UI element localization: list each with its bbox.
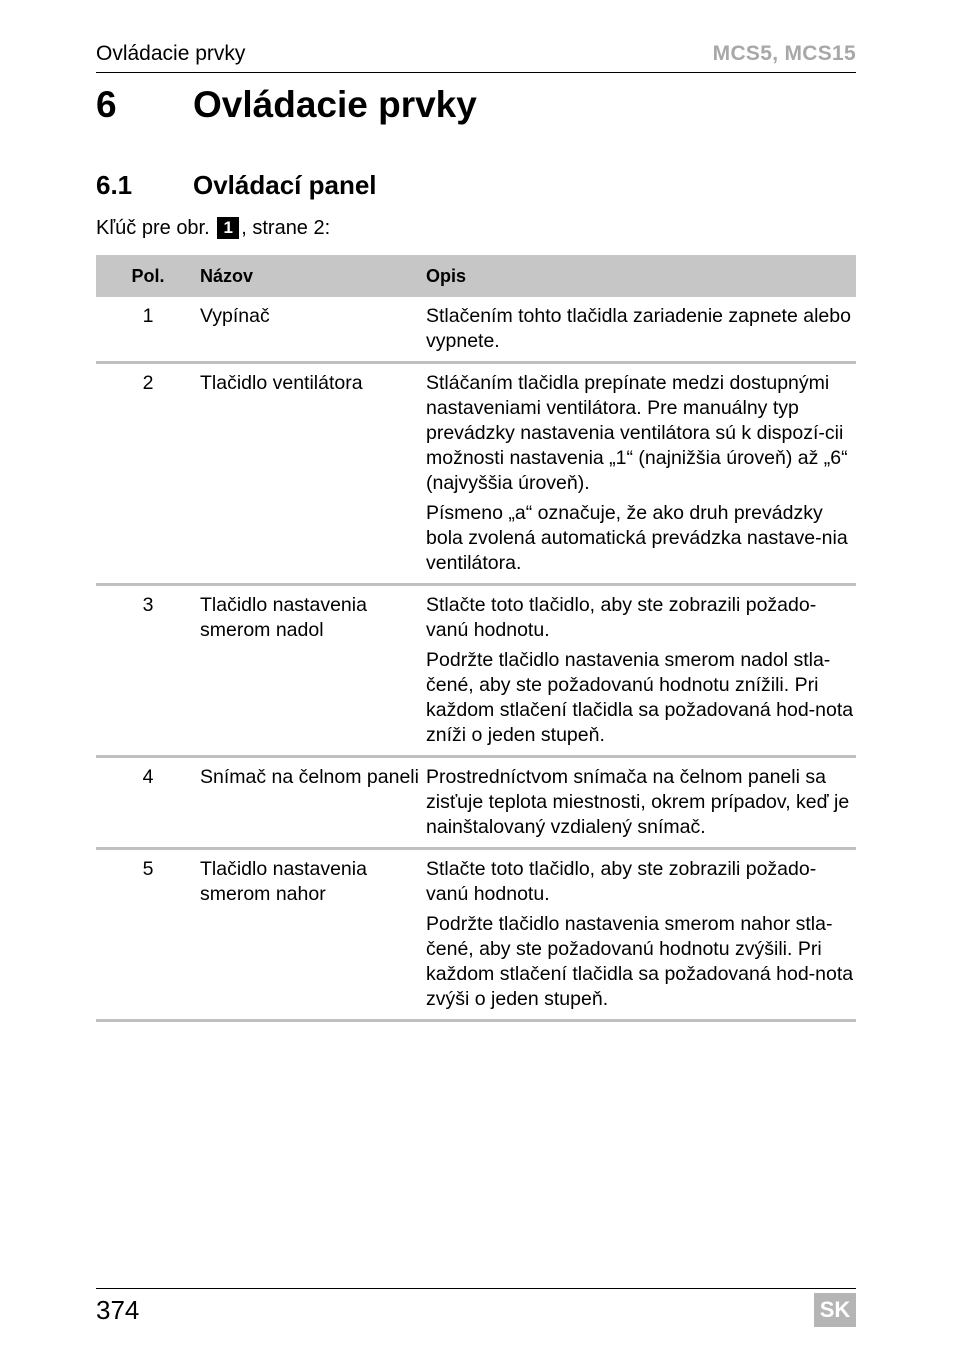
row-nazov: Snímač na čelnom paneli [200,757,426,849]
row-pol: 1 [96,297,200,363]
opis-paragraph: Stlačte toto tlačidlo, aby ste zobrazili požado-vanú hodnotu. [426,594,817,641]
row-opis [426,585,856,757]
row-pol: 4 [96,757,200,849]
table-row [96,297,856,363]
row-nazov: Tlačidlo nastavenia smerom nahor [200,849,426,1021]
row-pol: 5 [96,849,200,1021]
header-opis: Opis [426,255,856,297]
row-opis [426,363,856,585]
row-pol: 3 [96,585,200,757]
opis-paragraph: Stlačením tohto tlačidla zariadenie zapnete alebo vypnete. [426,305,851,352]
page-number: 374 [96,1295,140,1325]
opis-paragraph: Stlačte toto tlačidlo, aby ste zobrazili požado-vanú hodnotu. [426,858,817,905]
figure-key-line [96,217,330,240]
row-nazov: Tlačidlo ventilátora [200,363,426,585]
row-nazov: Tlačidlo nastavenia smerom nadol [200,585,426,757]
table-row [96,849,856,1021]
header-section-title: Ovládacie prvky [96,42,246,65]
chapter-title: Ovládacie prvky [193,84,477,125]
row-opis [426,757,856,849]
language-badge: SK [814,1293,856,1327]
table-row [96,363,856,585]
controls-table [96,255,856,1022]
section-number: 6.1 [96,170,133,200]
key-prefix: Kľúč pre obr. [96,217,210,239]
row-opis [426,297,856,363]
page-header [96,40,856,73]
header-nazov: Názov [200,255,426,297]
row-pol: 2 [96,363,200,585]
table-row [96,757,856,849]
row-nazov: Vypínač [200,297,426,363]
table-row [96,585,856,757]
opis-paragraph: Podržte tlačidlo nastavenia smerom nahor stla-čené, aby ste požadovanú hodnotu zvýšili. Pri každom stlačení tlačidla sa požadovaná hod-nota zvýši o jeden stupeň. [426,913,854,1010]
table-header-row [96,255,856,297]
opis-paragraph: Podržte tlačidlo nastavenia smerom nadol stla-čené, aby ste požadovanú hodnotu znížili. Pri každom stlačení tlačidla sa požadovaná hod-nota zníži o jeden stupeň. [426,649,854,746]
key-suffix: , strane 2: [241,217,331,239]
opis-paragraph: Stláčaním tlačidla prepínate medzi dostupnými nastaveniami ventilátora. Pre manuálny typ prevádzky nastavenia ventilátora sú k dispozí-cii možnosti nastavenia „1“ (najnižšia úroveň) až „6“ (najvyššia úroveň). [426,372,848,494]
page-footer [96,1288,856,1329]
header-pol: Pol. [96,255,200,297]
row-opis [426,849,856,1021]
chapter-number: 6 [96,84,117,125]
header-model-names: MCS5, MCS15 [712,42,856,65]
section-title: Ovládací panel [193,170,377,200]
figure-number-badge: 1 [217,217,239,239]
opis-paragraph: Prostredníctvom snímača na čelnom paneli sa zisťuje teplota miestnosti, okrem prípadov, keď je nainštalovaný vzdialený snímač. [426,766,850,838]
opis-paragraph: Písmeno „a“ označuje, že ako druh prevádzky bola zvolená automatická prevádzka nastave-nia ventilátora. [426,502,848,574]
